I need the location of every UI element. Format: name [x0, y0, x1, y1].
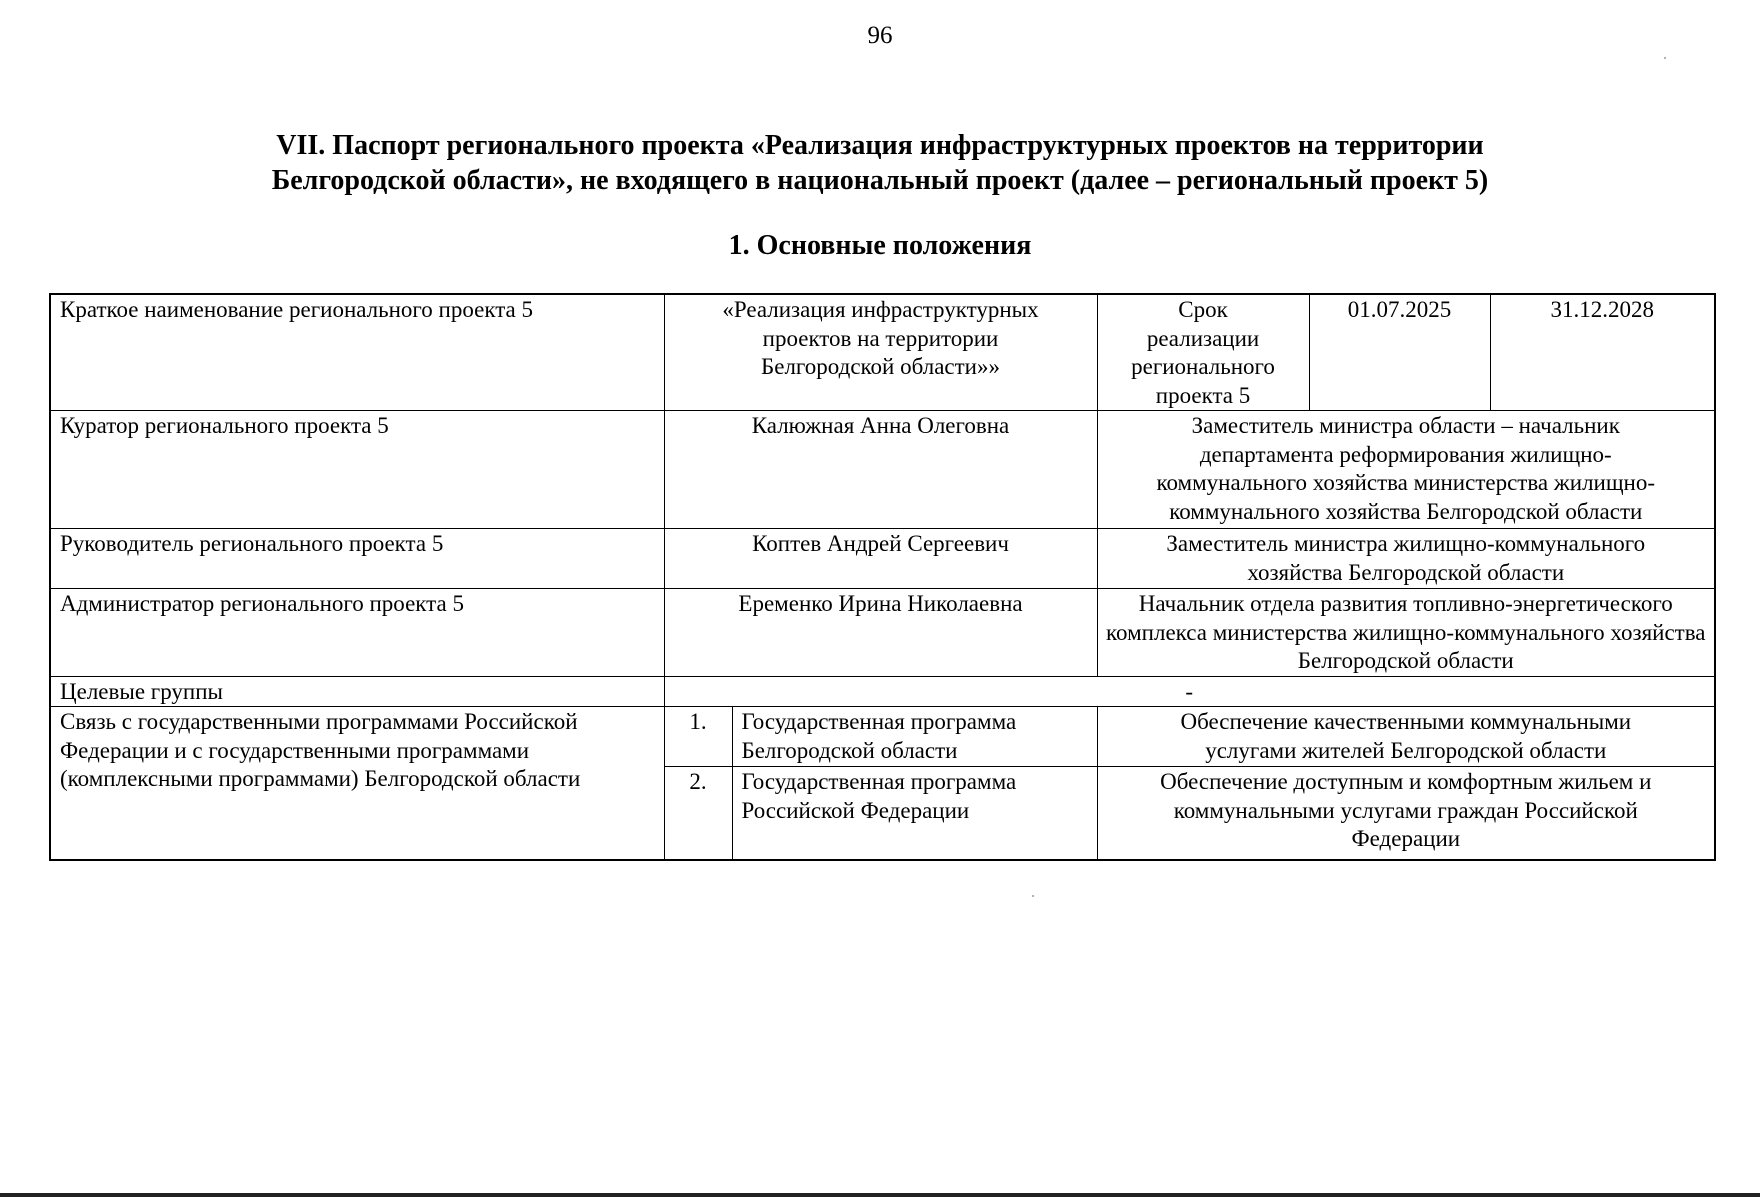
program-name: Обеспечение качественными коммунальными услугами жителей Белгородской области — [1097, 707, 1715, 767]
program-number: 1. — [664, 707, 732, 767]
administrator-name: Еременко Ирина Николаевна — [664, 589, 1097, 677]
program-name: Обеспечение доступным и комфортным жильем и коммунальными услугами граждан Российской Федерации — [1097, 767, 1715, 860]
table-row-curator — [50, 411, 1715, 529]
administrator-label: Администратор регионального проекта 5 — [50, 589, 664, 677]
table-row-target-groups — [50, 676, 1715, 707]
head-label: Руководитель регионального проекта 5 — [50, 529, 664, 589]
program-number: 2. — [664, 767, 732, 860]
curator-label: Куратор регионального проекта 5 — [50, 411, 664, 529]
head-position: Заместитель министра жилищно-коммунального хозяйства Белгородской области — [1097, 529, 1715, 589]
programs-label: Связь с государственными программами Российской Федерации и с государственными программами (комплексными программами) Белгородской области — [50, 707, 664, 860]
start-date: 01.07.2025 — [1309, 294, 1490, 411]
head-name: Коптев Андрей Сергеевич — [664, 529, 1097, 589]
table-row-administrator — [50, 589, 1715, 677]
page-number: 96 — [867, 22, 893, 49]
curator-position: Заместитель министра области – начальник департамента реформирования жилищно-коммунального хозяйства министерства жилищно-коммунального хозяйства Белгородской области — [1097, 411, 1715, 529]
target-groups-label: Целевые группы — [50, 676, 664, 707]
section-title: 1. Основные положения — [728, 230, 1032, 261]
scan-speck — [1032, 895, 1034, 897]
curator-name: Калюжная Анна Олеговна — [664, 411, 1097, 529]
page-title — [0, 128, 1760, 198]
page-title-line-2: Белгородской области», не входящего в национальный проект (далее – региональный проект 5) — [271, 165, 1489, 196]
short-name-label: Краткое наименование регионального проекта 5 — [50, 294, 664, 411]
table-row-program-1 — [50, 707, 1715, 767]
end-date: 31.12.2028 — [1490, 294, 1715, 411]
program-type: Государственная программа Белгородской области — [732, 707, 1097, 767]
target-groups-value: - — [664, 676, 1715, 707]
table-row-head — [50, 529, 1715, 589]
project-passport-table — [49, 293, 1716, 861]
page-title-line-1: VII. Паспорт регионального проекта «Реализация инфраструктурных проектов на территории — [276, 130, 1484, 161]
administrator-position: Начальник отдела развития топливно-энергетического комплекса министерства жилищно-коммунального хозяйства Белгородской области — [1097, 589, 1715, 677]
scan-speck — [1664, 57, 1666, 59]
table-row-short-name — [50, 294, 1715, 411]
term-label: Срок реализации регионального проекта 5 — [1097, 294, 1309, 411]
short-name-value: «Реализация инфраструктурных проектов на территории Белгородской области»» — [664, 294, 1097, 411]
page-bottom-edge — [0, 1193, 1760, 1197]
program-type: Государственная программа Российской Федерации — [732, 767, 1097, 860]
